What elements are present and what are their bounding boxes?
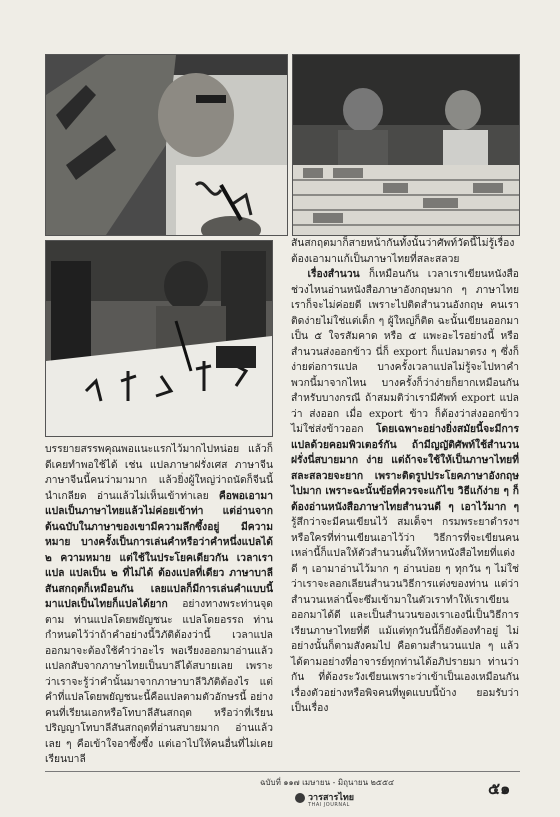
body-text: ก็เหมือนกัน เวลาเราเขียนหนังสือช่วงไหนอ่านหนังสือภาษาอังกฤษมาก ๆ ภาษาไทยเราก็จะไม่ค่อยดี เพราะไปติดสำนวนอังกฤษ คนเราติดง่ายไม่ใช่แต่เด็ก ๆ ผู้ใหญ่ก็ติด ฉะนั้นเขียนออกมาเป็น ๕ ใจรสัมคาด หรือ ๕ แพะอะไรอย่างนี้ หรือสำนวนส่งออกข้าว นี่ก็ export ก็แปลมาตรง ๆ ซึ่งก็ง่ายต่อการแปล บางครั้งเวลาแปลไม่รู้จะไปหาคำพวกนี้มาจากไหน บางครั้งก็ว่าง่ายก็ยากเหมือนกัน สำหรับบางกรณี ถ้าสมมติว่าเรามีศัพท์ export แปลว่า ส่งออก เมื่อ export ข้าว ก็ต้องว่าส่งออกข้าว ไม่ใช่ส่งข้าวออก <box>291 268 519 435</box>
footer-divider <box>45 771 520 772</box>
lead-in-text: เรื่องสำนวน <box>307 268 360 280</box>
logo-subtitle: THAI JOURNAL <box>308 802 350 808</box>
journal-logo <box>295 790 355 812</box>
emphasis-text: โดยเฉพาะอย่างยิ่งสมัยนี้จะมีการแปลด้วยคอมพิวเตอร์กัน ถ้ามีญญัติศัพท์ใช้สำนวนฝรั่งนี่สบายมาก ง่าย แต่ถ้าจะใช้ให้เป็นภาษาไทยที่สละสลวยจะยาก เพราะติดรูปประโยคภาษาอังกฤษไปมาก เพราะฉะนั้นข้อที่ควรจะแก้ไข วิธีแก้ง่าย ๆ ก็ต้องอ่านหนังสือภาษาไทยสำนวนดี ๆ เอาไว้มาก ๆ <box>291 423 519 513</box>
body-text: บรรยายสรรพคุณพอแนะแรกไว้มากไปหน่อย แล้วก็ดีเคยทำพอใช้ได้ เช่น แปลภาษาฝรั่งเศส ภาษาจีน ภาษาจีนนี้คนว่ามามาก แล้วยิ่งผู้ใหญ่ว่าถนัดก็จีนนี้นำเกลียด อ่านแล้วไม่เห็นเข้าท่าเลย <box>45 443 273 502</box>
logo-title: วารสารไทย <box>308 793 355 803</box>
body-text: รู้สึกว่าจะมีคนเขียนไว้ สมเด็จฯ กรมพระยาดำรงฯ หรือใครที่ท่านเขียนเอาไว้ว่า วิธีการที่จะเขียนคนเหล่านี้ก็แปลให้ตัวสำนวนตั้นให้หาหนังสือไทยที่แต่งดี ๆ เอามาอ่านไว้มาก ๆ อ่านบ่อย ๆ ทุกวัน ๆ ไม่ใช่ว่าเราจะลอกเลียนสำนวนวิธีการแต่งของท่าน แต่ว่าสำนวนเหล่านี้จะซึมเข้ามาในตัวเราทำให้เราเขียนออกมาได้ดี และเป็นสำนวนของเราเองนี่เป็นวิธีการเรียนภาษาไทยที่ดี แม้แต่ทุกวันนี้ก็ยังต้องทำอยู่ ไม่อย่างนั้นก็ตามสังคมไป คือตามสำนวนแปล ๆ แล้วได้ตามอย่างที่อาจารย์ทุกท่านได้อภิปรายมา ท่านว่ากัน ที่ต้องระวังเขียนเพราะว่าเข้าเป็นเองเหมือนกัน เรื่องตัวอย่างหรือพิจคนที่พูดแบบนี้บ้าง ยอมรับว่าเป็นเรื่อง <box>291 516 519 714</box>
text-column-right <box>291 236 519 717</box>
emphasis-text: คือพอเอามาแปลเป็นภาษาไทยแล้วไม่ค่อยเข้าท่า แต่อ่านจากต้นฉบับในภาษาของเขามีความลึกซึ้งอยู่ มีความหมาย บางครั้งเป็นการเล่นคำหรือว่าคำหนึ่งแปลได้ ๒ ความหมาย แต่ใช้ในประโยคเดียวกัน เวลาเราแปล แปลเป็น ๒ ที่ไม่ได้ ต้องแปลที่เดียว ภาษาบาลีสันสกฤตก็เหมือนกัน เลยแปลก็มีการเล่นคำแบบนี้ มาแปลเป็นไทยก็แปลได้ยาก <box>45 489 273 610</box>
photo-calligraphy-demonstration <box>45 240 273 437</box>
page-number: ๕๑ <box>488 779 511 798</box>
body-text: อย่างทางพระท่านจุดตาม ท่านแปลโดยพยัญชนะ แปลโดยอรรถ ท่านกำหนดไว้ว่าถ้าคำอย่างนี้วิภัติต้องว่านี้ เวลาแปลออกมาจะต้องใช้คำว่าอะไร พอเรียงออกมาอ่านแล้วแปลกสับจากภาษาไทยเป็นบาลีได้สบายเลย เพราะว่าเราจะรู้ว่าคำนั้นมาจากภาษาบาลีวิภัติต้องไร แต่คำที่แปลโดยพยัญชนะนี้คือแปลตามตัวอักษรนี้ อย่างคนที่เรียนเอกหรือโทบาลีสันสกฤต หรือว่าที่เรียนปริญญาโทบาลีสันสกฤตที่อ่านสบายมาก อ่านแล้วเลย ๆ คือเข้าใจอาซึ้งซึ้ง แต่เอาไปให้คนอื่นที่ไม่เคยเรียนบาลี <box>45 598 273 765</box>
logo-mark-icon <box>295 793 305 803</box>
text-column-left <box>45 442 273 768</box>
paragraph: สันสกฤตมาก็สายหน้ากันทั้งนั้นว่าศัพท์วัดนี้ไม่รู้เรื่อง ต้องเอามาแก้เป็นภาษาไทยที่สละสลวย <box>291 237 515 265</box>
paragraph <box>45 442 273 768</box>
paragraph <box>291 267 519 717</box>
issue-info: ฉบับที่ ๑๑๗ เมษายน - มิถุนายน ๒๕๕๔ <box>260 778 395 787</box>
photo-bookshelf-archive <box>292 54 520 236</box>
photo-calligraphy-closeup <box>45 54 288 236</box>
